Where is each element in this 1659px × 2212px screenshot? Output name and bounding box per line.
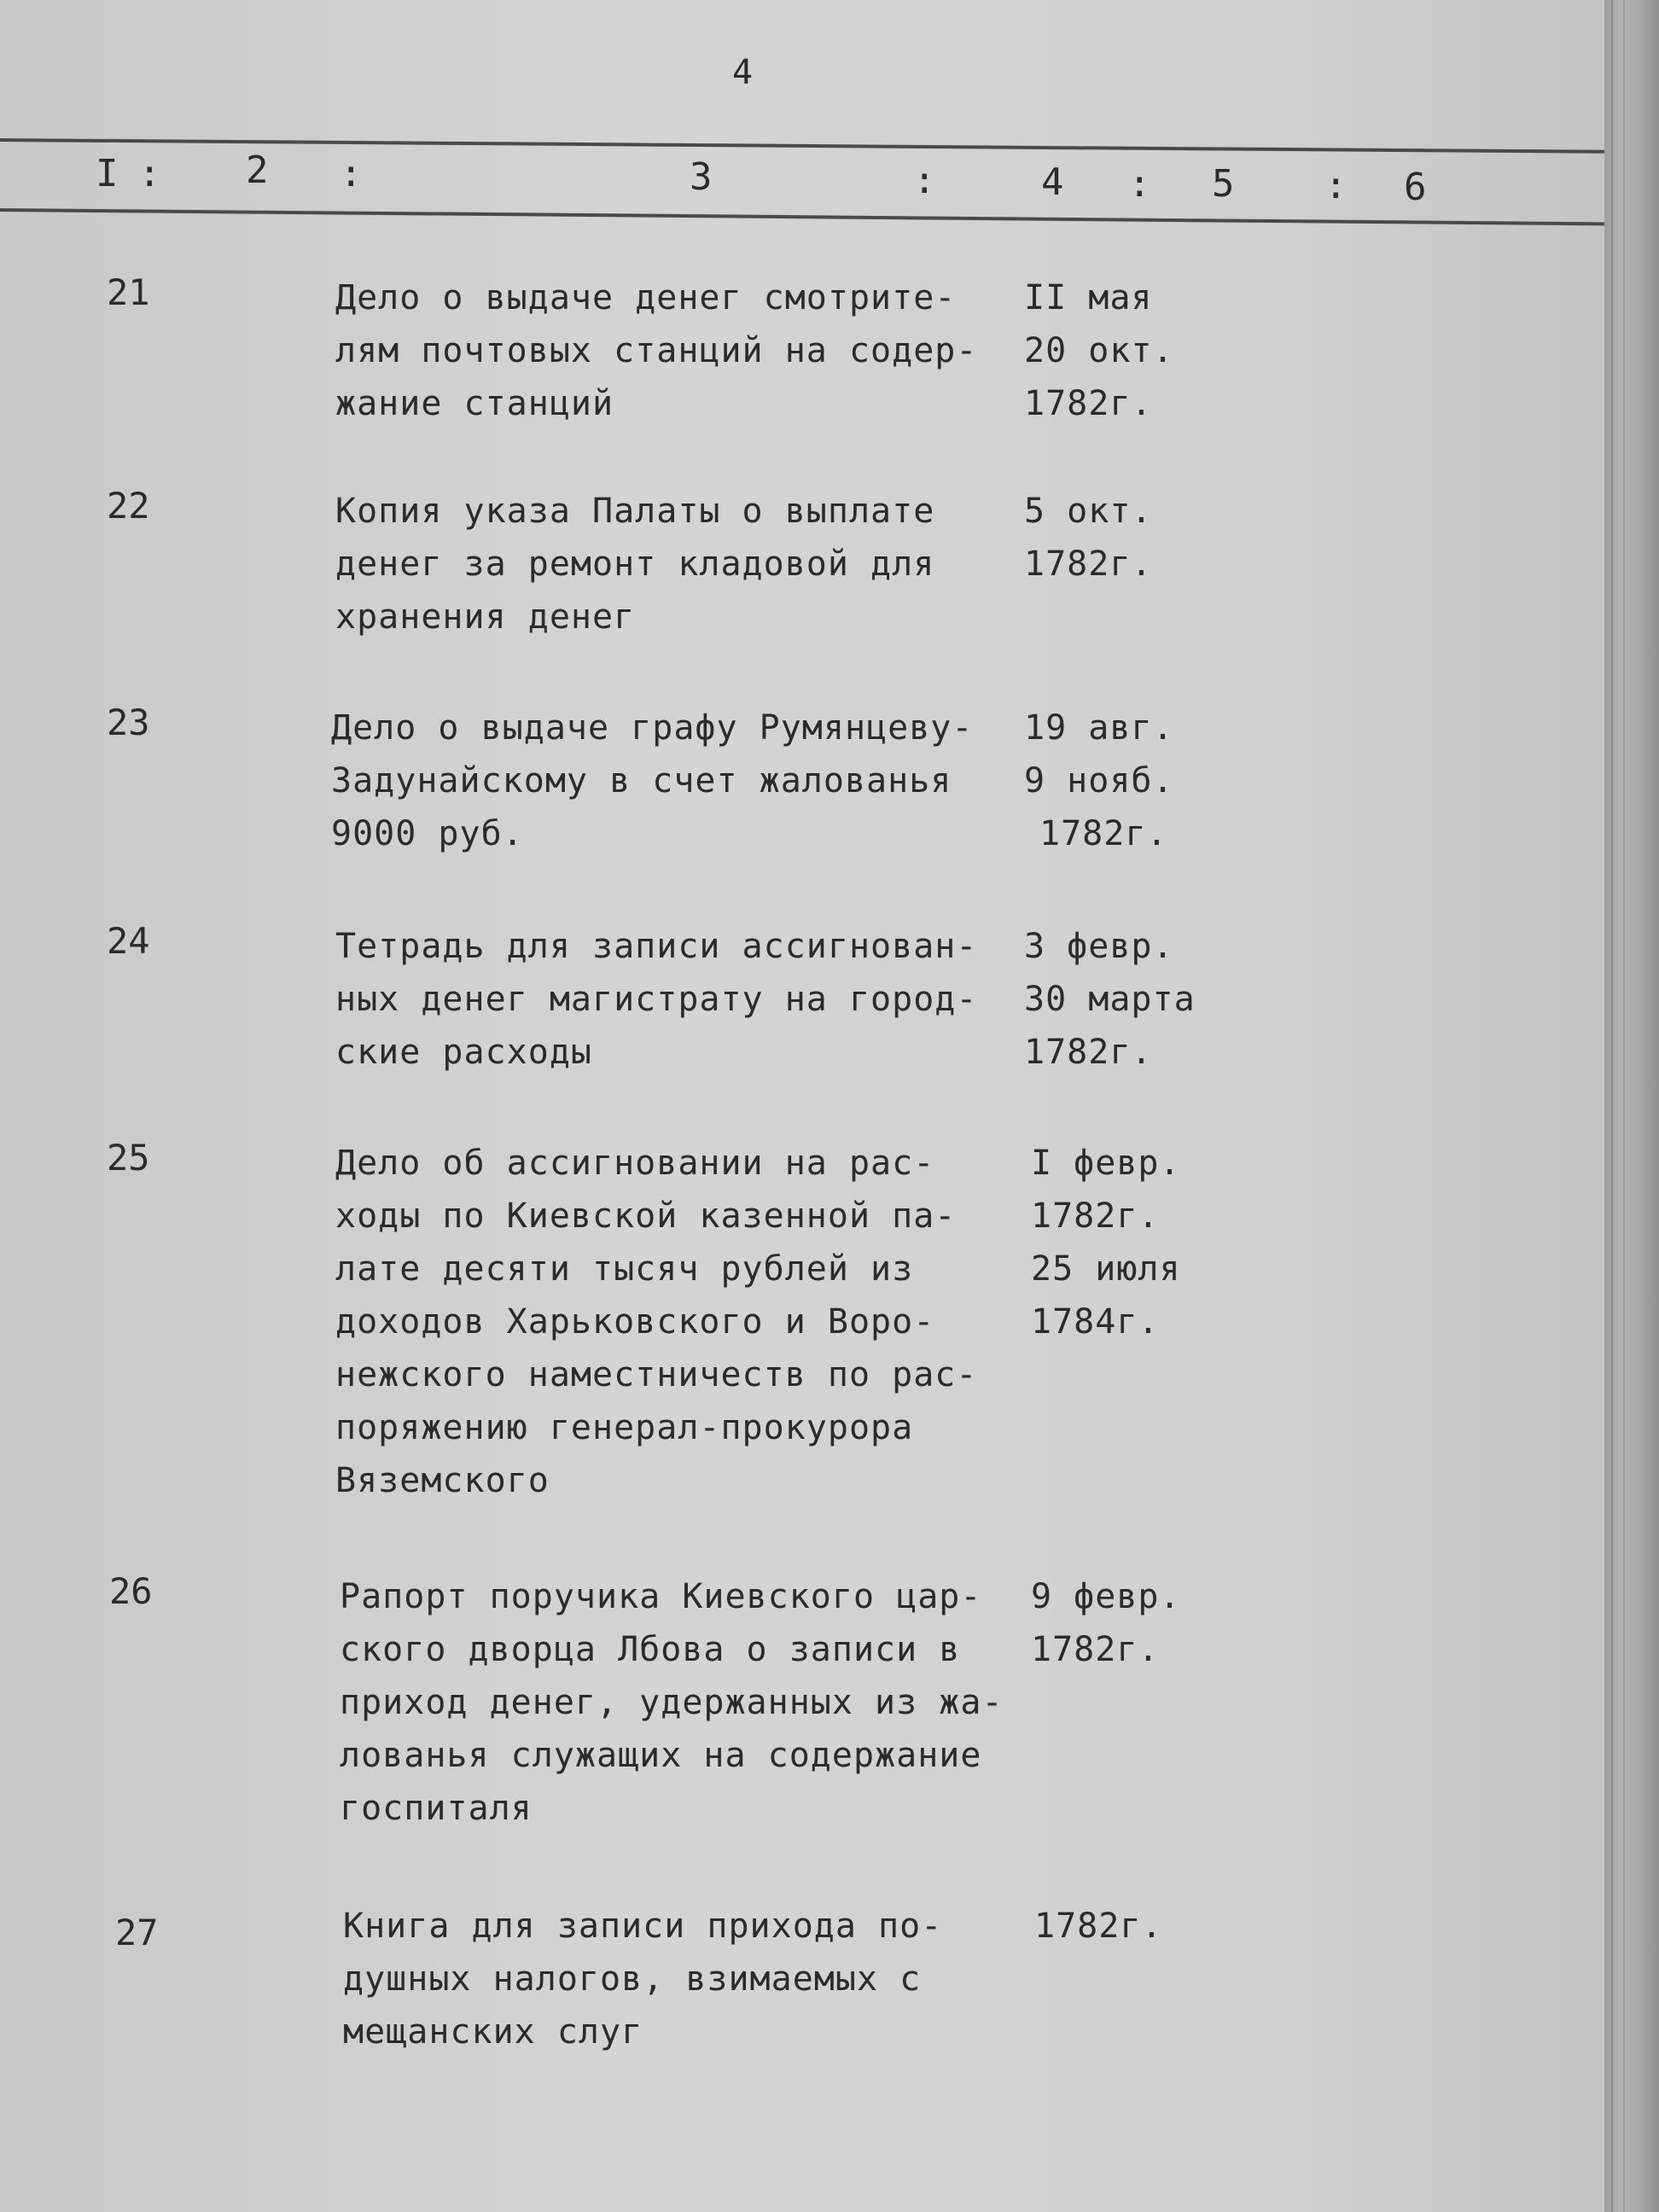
description-line: Дело о выдаче денег смотрите- xyxy=(335,278,957,317)
description-line: жание станций xyxy=(335,384,614,423)
date-line: 1782г. xyxy=(1024,544,1153,584)
entry-dates xyxy=(1031,1137,1253,1348)
column-header-6: 6 xyxy=(1404,166,1427,209)
description-line: поряжению генерал-прокурора xyxy=(335,1408,914,1447)
description-line: лате десяти тысяч рублей из xyxy=(335,1249,914,1289)
entry-description xyxy=(343,1900,1043,2058)
entry-description xyxy=(331,701,1031,860)
entry-number: 25 xyxy=(107,1137,150,1179)
column-separator: : xyxy=(1128,162,1151,206)
description-line: доходов Харьковского и Воро- xyxy=(335,1302,935,1342)
entry-description xyxy=(340,1570,1039,1835)
description-line: ские расходы xyxy=(335,1033,592,1072)
date-line: 19 авг. xyxy=(1024,708,1174,748)
entry-description xyxy=(335,271,1035,430)
column-separator: : xyxy=(913,159,936,202)
description-line: ходы по Киевской казенной па- xyxy=(335,1196,957,1236)
date-line: 9 нояб. xyxy=(1024,761,1174,800)
description-line: госпиталя xyxy=(340,1789,533,1828)
description-line: денег за ремонт кладовой для xyxy=(335,544,935,584)
date-line: 1782г. xyxy=(1039,814,1168,853)
description-line: лованья служащих на содержание xyxy=(340,1736,982,1775)
entry-dates xyxy=(1031,1570,1253,1676)
date-line: II мая xyxy=(1024,278,1153,317)
column-separator: : xyxy=(1324,164,1348,207)
date-line: 1782г. xyxy=(1031,1630,1160,1669)
description-line: ского дворца Лбова о записи в xyxy=(340,1630,961,1669)
entry-dates xyxy=(1024,485,1246,591)
entry-number: 21 xyxy=(107,271,150,313)
column-header-4: 4 xyxy=(1041,160,1064,204)
entry-description xyxy=(335,1137,1035,1507)
date-line: 25 июля xyxy=(1031,1249,1181,1289)
column-header-5: 5 xyxy=(1212,162,1235,206)
date-line: I февр. xyxy=(1031,1144,1181,1183)
description-line: Книга для записи прихода по- xyxy=(343,1906,943,1946)
description-line: Дело о выдаче графу Румянцеву- xyxy=(331,708,974,748)
entry-dates xyxy=(1024,920,1246,1079)
date-line: 1784г. xyxy=(1031,1302,1160,1342)
column-separator: : xyxy=(340,152,363,195)
date-line: 1782г. xyxy=(1034,1906,1163,1946)
description-line: лям почтовых станций на содер- xyxy=(335,331,978,370)
description-line: хранения денег xyxy=(335,597,636,637)
description-line: Задунайскому в счет жалованья xyxy=(331,761,952,800)
entry-description xyxy=(335,485,1035,643)
description-line: душных налогов, взимаемых с xyxy=(343,1959,922,1999)
date-line: 9 февр. xyxy=(1031,1577,1181,1616)
description-line: Копия указа Палаты о выплате xyxy=(335,492,935,531)
column-header-2: 2 xyxy=(246,148,269,192)
column-header xyxy=(0,148,1604,209)
description-line: Рапорт поручика Киевского цар- xyxy=(340,1577,982,1616)
entry-number: 26 xyxy=(109,1570,153,1612)
description-line: ных денег магистрату на город- xyxy=(335,980,978,1019)
date-line: 1782г. xyxy=(1031,1196,1160,1236)
entry-dates xyxy=(1024,701,1246,860)
column-header-3: 3 xyxy=(690,155,713,199)
entry-dates xyxy=(1024,271,1246,430)
date-line: 20 окт. xyxy=(1024,331,1174,370)
date-line: 30 марта xyxy=(1024,980,1196,1019)
description-line: мещанских слуг xyxy=(343,2012,643,2052)
entry-number: 23 xyxy=(107,701,150,743)
page-number: 4 xyxy=(732,53,754,92)
column-separator: : xyxy=(138,152,161,195)
header-rule-bottom xyxy=(0,208,1604,225)
entry-dates xyxy=(1034,1900,1256,1953)
description-line: нежского наместничеств по рас- xyxy=(335,1355,978,1394)
page-edge xyxy=(1604,0,1659,2212)
entry-description xyxy=(335,920,1035,1079)
entry-number: 27 xyxy=(115,1912,159,1953)
date-line: 5 окт. xyxy=(1024,492,1153,531)
date-line: 3 февр. xyxy=(1024,927,1174,966)
description-line: 9000 руб. xyxy=(331,814,524,853)
description-line: приход денег, удержанных из жа- xyxy=(340,1683,1004,1722)
description-line: Тетрадь для записи ассигнован- xyxy=(335,927,978,966)
date-line: 1782г. xyxy=(1024,384,1153,423)
column-header-1: I xyxy=(96,152,119,195)
entry-number: 24 xyxy=(107,920,150,962)
entry-number: 22 xyxy=(107,485,150,527)
description-line: Дело об ассигновании на рас- xyxy=(335,1144,935,1183)
date-line: 1782г. xyxy=(1024,1033,1153,1072)
description-line: Вяземского xyxy=(335,1461,550,1500)
